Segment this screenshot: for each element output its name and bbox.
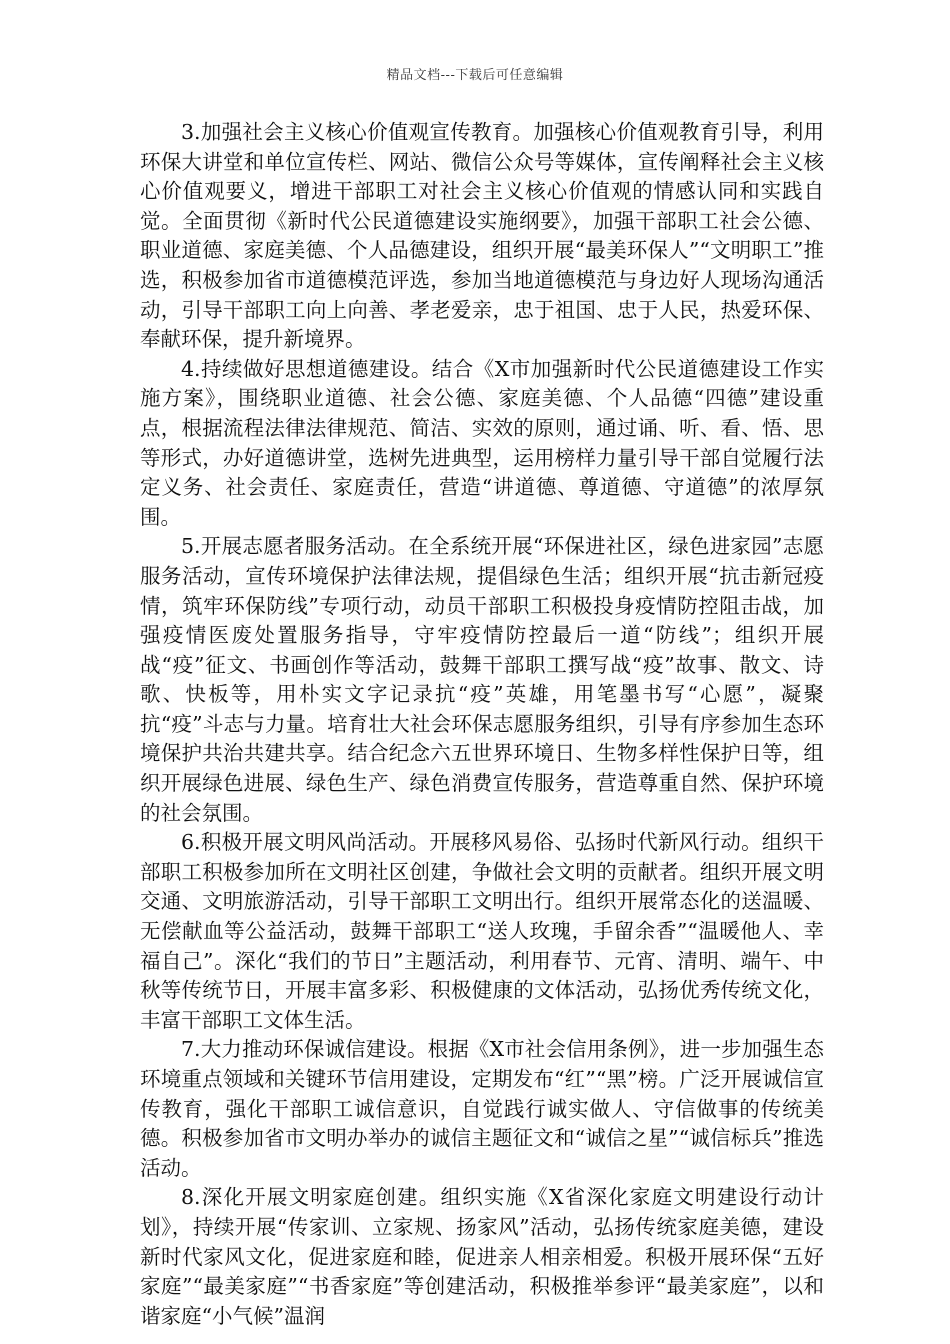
document-body	[140, 118, 824, 1331]
paragraph-4: 4.持续做好思想道德建设。结合《X市加强新时代公民道德建设工作实施方案》，围绕职业道德、社会公德、家庭美德、个人品德“四德”建设重点，根据流程法律法律规范、简洁、实效的原则，通过诵、听、看、悟、思等形式，办好道德讲堂，选树先进典型，运用榜样力量引导干部自觉履行法定义务、社会责任、家庭责任，营造“讲道德、尊道德、守道德”的浓厚氛围。	[140, 356, 824, 529]
page-header: 精品文档---下载后可任意编辑	[386, 68, 564, 83]
paragraph-5: 5.开展志愿者服务活动。在全系统开展“环保进社区，绿色进家园”志愿服务活动，宣传环境保护法律法规，提倡绿色生活；组织开展“抗击新冠疫情，筑牢环保防线”专项行动，动员干部职工积极投身疫情防控阻击战，加强疫情医废处置服务指导，守牢疫情防控最后一道“防线”；组织开展战“疫”征文、书画创作等活动，鼓舞干部职工撰写战“疫”故事、散文、诗歌、快板等，用朴实文字记录抗“疫”英雄，用笔墨书写“心愿”，凝聚抗“疫”斗志与力量。培育壮大社会环保志愿服务组织，引导有序参加生态环境保护共治共建共享。结合纪念六五世界环境日、生物多样性保护日等，组织开展绿色进展、绿色生产、绿色消费宣传服务，营造尊重自然、保护环境的社会氛围。	[140, 534, 824, 825]
paragraph-6: 6.积极开展文明风尚活动。开展移风易俗、弘扬时代新风行动。组织干部职工积极参加所在文明社区创建，争做社会文明的贡献者。组织开展文明交通、文明旅游活动，引导干部职工文明出行。组织开展常态化的送温暖、无偿献血等公益活动，鼓舞干部职工“送人玫瑰，手留余香”“温暖他人、幸福自己”。深化“我们的节日”主题活动，利用春节、元宵、清明、端午、中秋等传统节日，开展丰富多彩、积极健康的文体活动，弘扬优秀传统文化，丰富干部职工文体生活。	[140, 830, 824, 1032]
paragraph-3: 3.加强社会主义核心价值观宣传教育。加强核心价值观教育引导，利用环保大讲堂和单位宣传栏、网站、微信公众号等媒体，宣传阐释社会主义核心价值观要义，增进干部职工对社会主义核心价值观的情感认同和实践自觉。全面贯彻《新时代公民道德建设实施纲要》，加强干部职工社会公德、职业道德、家庭美德、个人品德建设，组织开展“最美环保人”“文明职工”推选，积极参加省市道德模范评选，参加当地道德模范与身边好人现场沟通活动，引导干部职工向上向善、孝老爱亲，忠于祖国、忠于人民，热爱环保、奉献环保，提升新境界。	[140, 120, 824, 352]
paragraph-8: 8.深化开展文明家庭创建。组织实施《X省深化家庭文明建设行动计划》，持续开展“传家训、立家规、扬家风”活动，弘扬传统家庭美德，建设新时代家风文化，促进家庭和睦，促进亲人相亲相爱。积极开展环保“五好家庭”“最美家庭”“书香家庭”等创建活动，积极推举参评“最美家庭”，以和谐家庭“小气候”温润	[140, 1185, 824, 1328]
paragraph-7: 7.大力推动环保诚信建设。根据《X市社会信用条例》，进一步加强生态环境重点领域和关键环节信用建设，定期发布“红”“黑”榜。广泛开展诚信宣传教育，强化干部职工诚信意识，自觉践行诚实做人、守信做事的传统美德。积极参加省市文明办举办的诚信主题征文和“诚信之星”“诚信标兵”推选活动。	[140, 1037, 824, 1180]
